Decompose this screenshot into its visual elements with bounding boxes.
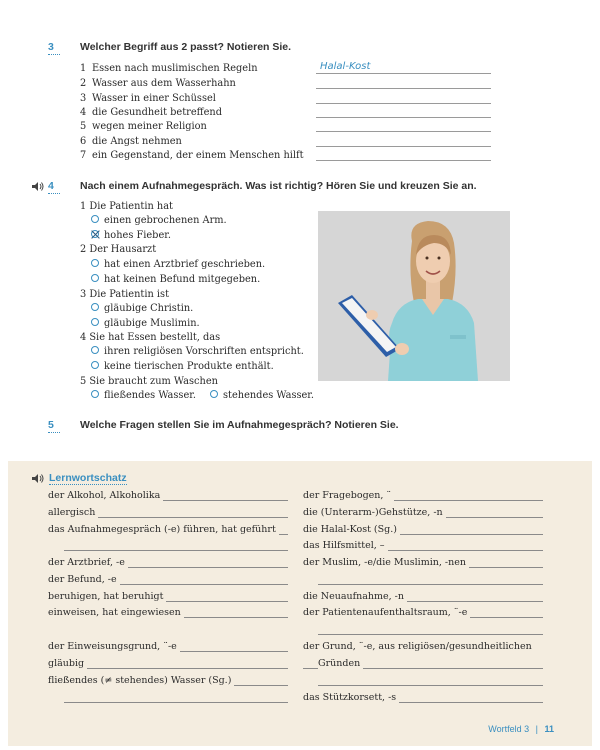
radio-circle-icon[interactable] — [210, 390, 218, 398]
vocab-left-6: beruhigen, hat beruhigt — [48, 591, 166, 603]
exercise-3-number: 3 — [48, 41, 60, 55]
vocab-right-9: Gründen — [318, 658, 363, 670]
radio-checked-icon[interactable] — [91, 230, 99, 238]
lernwortschatz-title: Lernwortschatz — [49, 472, 127, 484]
audio-speaker-icon[interactable] — [31, 473, 45, 484]
vocab-left-2: allergisch — [48, 507, 98, 519]
ex4-q2-option-a[interactable]: hat einen Arztbrief geschrieben. — [91, 259, 265, 271]
vocab-right-1: der Fragebogen, ¨ — [303, 490, 394, 502]
nurse-illustration-icon — [318, 211, 510, 381]
vocab-right-7: der Patientenaufenthaltsraum, ¨-e — [303, 607, 470, 619]
vocab-right-6: die Neuaufnahme, -n — [303, 591, 407, 603]
vocab-right-4: das Hilfsmittel, – — [303, 540, 388, 552]
vocab-left-10: fließendes (≠ stehendes) Wasser (Sg.) — [48, 675, 234, 687]
nurse-photo — [318, 211, 510, 381]
vocab-left-3: das Aufnahmegespräch (-e) führen, hat geführt — [48, 524, 279, 536]
ex4-q2-stem: 2 Der Hausarzt — [80, 244, 157, 255]
ex3-answer-line-1[interactable] — [316, 73, 491, 74]
ex3-item-1: 1 Essen nach muslimischen Regeln — [80, 63, 258, 74]
vocab-left-4: der Arztbrief, -e — [48, 557, 128, 569]
ex3-answer-1[interactable]: Halal-Kost — [320, 61, 371, 72]
ex3-answer-line-6[interactable] — [316, 146, 491, 147]
ex3-answer-line-5[interactable] — [316, 131, 491, 132]
exercise-3-title: Welcher Begriff aus 2 passt? Notieren Sie. — [80, 41, 292, 53]
vocab-line[interactable] — [318, 584, 543, 585]
ex4-q3-option-a[interactable]: gläubige Christin. — [91, 303, 193, 315]
vocab-right-5: der Muslim, -e/die Muslimin, -nen — [303, 557, 469, 569]
page-number: 11 — [544, 724, 554, 734]
radio-circle-icon[interactable] — [91, 303, 99, 311]
radio-circle-icon[interactable] — [91, 215, 99, 223]
radio-circle-icon[interactable] — [91, 259, 99, 267]
footer-section: Wortfeld 3 — [488, 724, 530, 734]
ex3-answer-line-2[interactable] — [316, 88, 491, 89]
ex3-item-6: 6 die Angst nehmen — [80, 136, 182, 147]
page-footer — [488, 724, 554, 734]
ex4-q5-option-a[interactable]: fließendes Wasser. — [91, 390, 196, 402]
ex3-answer-line-3[interactable] — [316, 103, 491, 104]
vocab-left-1: der Alkohol, Alkoholika — [48, 490, 163, 502]
ex4-q3-option-b[interactable]: gläubige Muslimin. — [91, 318, 200, 330]
radio-circle-icon[interactable] — [91, 390, 99, 398]
vocab-right-3: die Halal-Kost (Sg.) — [303, 524, 400, 536]
ex4-q5-stem: 5 Sie braucht zum Waschen — [80, 376, 218, 387]
vocab-line[interactable] — [64, 550, 288, 551]
radio-circle-icon[interactable] — [91, 274, 99, 282]
radio-circle-icon[interactable] — [91, 346, 99, 354]
ex3-item-3: 3 Wasser in einer Schüssel — [80, 93, 216, 104]
ex4-q4-option-a[interactable]: ihren religiösen Vorschriften entspricht. — [91, 346, 304, 358]
radio-circle-icon[interactable] — [91, 361, 99, 369]
footer-separator: | — [535, 724, 538, 734]
ex3-item-7: 7 ein Gegenstand, der einem Menschen hilft — [80, 150, 304, 161]
vocab-line[interactable] — [318, 634, 543, 635]
vocab-left-7: einweisen, hat eingewiesen — [48, 607, 184, 619]
vocab-right-10: das Stützkorsett, -s — [303, 692, 399, 704]
ex4-q1-option-a[interactable]: einen gebrochenen Arm. — [91, 215, 227, 227]
ex4-q4-option-b[interactable]: keine tierischen Produkte enthält. — [91, 361, 274, 373]
exercise-5-title: Welche Fragen stellen Sie im Aufnahmegespräch? Notieren Sie. — [80, 419, 399, 431]
exercise-4-title: Nach einem Aufnahmegespräch. Was ist richtig? Hören Sie und kreuzen Sie an. — [80, 180, 477, 192]
vocab-line[interactable] — [64, 702, 288, 703]
vocab-left-8: der Einweisungsgrund, ¨-e — [48, 641, 180, 653]
radio-circle-icon[interactable] — [91, 318, 99, 326]
ex3-item-2: 2 Wasser aus dem Wasserhahn — [80, 78, 236, 89]
vocab-line[interactable] — [318, 685, 543, 686]
ex3-item-4: 4 die Gesundheit betreffend — [80, 107, 222, 118]
ex3-item-5: 5 wegen meiner Religion — [80, 121, 207, 132]
ex3-answer-line-7[interactable] — [316, 160, 491, 161]
vocab-right-2: die (Unterarm-)Gehstütze, -n — [303, 507, 446, 519]
ex4-q4-stem: 4 Sie hat Essen bestellt, das — [80, 332, 221, 343]
exercise-5-number: 5 — [48, 419, 60, 433]
ex4-q2-option-b[interactable]: hat keinen Befund mitgegeben. — [91, 274, 260, 286]
exercise-4-number: 4 — [48, 180, 60, 194]
ex3-answer-line-4[interactable] — [316, 117, 491, 118]
audio-speaker-icon[interactable] — [31, 181, 45, 192]
vocab-right-8: der Grund, ¨-e, aus religiösen/gesundheitlichen — [303, 641, 535, 653]
vocab-left-5: der Befund, -e — [48, 574, 120, 586]
ex4-q1-stem: 1 Die Patientin hat — [80, 201, 173, 212]
lernwortschatz-box — [8, 461, 592, 746]
ex4-q3-stem: 3 Die Patientin ist — [80, 289, 170, 300]
ex4-q5-option-b[interactable]: stehendes Wasser. — [210, 390, 314, 402]
ex4-q1-option-b[interactable]: hohes Fieber. — [91, 230, 171, 242]
vocab-left-9: gläubig — [48, 658, 87, 670]
